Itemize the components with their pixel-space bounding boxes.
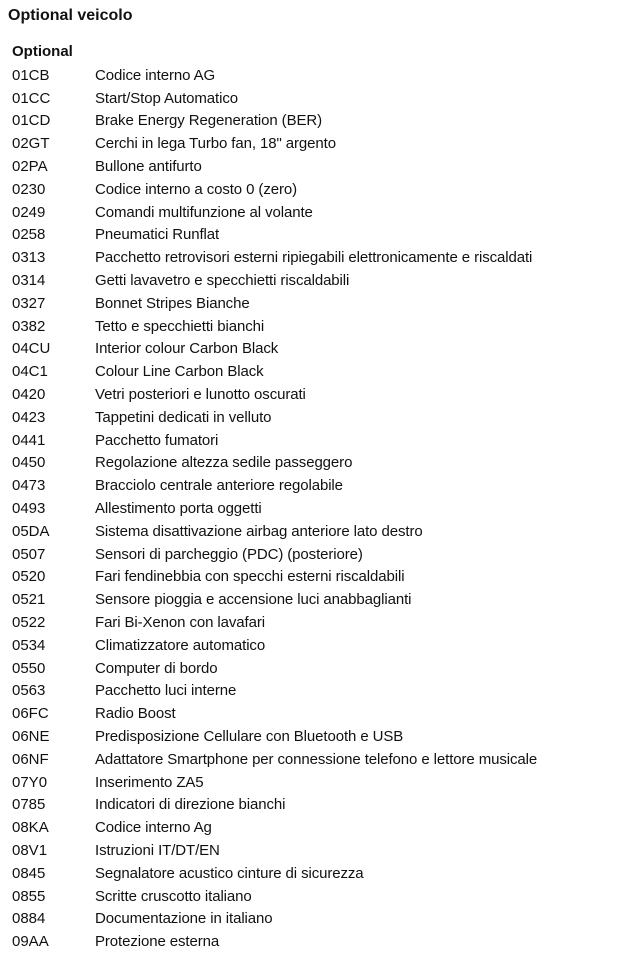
option-code: 06FC bbox=[12, 705, 49, 723]
option-code: 09AA bbox=[12, 933, 49, 951]
option-code: 0507 bbox=[12, 545, 46, 563]
option-description: Sistema disattivazione airbag anteriore lato destro bbox=[95, 522, 423, 540]
option-code: 01CD bbox=[12, 112, 51, 130]
option-row bbox=[12, 315, 638, 338]
option-description: Pacchetto retrovisori esterni ripiegabili elettronicamente e riscaldati bbox=[95, 249, 533, 267]
option-code: 0258 bbox=[12, 226, 46, 244]
option-row bbox=[12, 452, 638, 475]
option-description: Adattatore Smartphone per connessione telefono e lettore musicale bbox=[95, 750, 538, 768]
option-row bbox=[12, 132, 638, 155]
option-description: Brake Energy Regeneration (BER) bbox=[95, 112, 323, 130]
option-code: 0855 bbox=[12, 887, 46, 905]
page-title: Optional veicolo bbox=[8, 7, 133, 24]
option-description: Getti lavavetro e specchietti riscaldabili bbox=[95, 272, 350, 290]
option-row bbox=[12, 520, 638, 543]
option-row bbox=[12, 657, 638, 680]
option-description: Computer di bordo bbox=[95, 659, 218, 677]
option-row bbox=[12, 406, 638, 429]
option-description: Pneumatici Runflat bbox=[95, 226, 220, 244]
option-code: 07Y0 bbox=[12, 773, 48, 791]
option-row bbox=[12, 383, 638, 406]
option-description: Tetto e specchietti bianchi bbox=[95, 317, 265, 335]
option-description: Fari fendinebbia con specchi esterni riscaldabili bbox=[95, 568, 405, 586]
option-code: 0845 bbox=[12, 864, 46, 882]
option-code: 0550 bbox=[12, 659, 46, 677]
option-row bbox=[12, 634, 638, 657]
option-row bbox=[12, 292, 638, 315]
option-description: Radio Boost bbox=[95, 705, 176, 723]
option-row bbox=[12, 816, 638, 839]
option-row bbox=[12, 497, 638, 520]
option-description: Sensore pioggia e accensione luci anabbaglianti bbox=[95, 591, 412, 609]
option-row bbox=[12, 771, 638, 794]
option-description: Inserimento ZA5 bbox=[95, 773, 204, 791]
option-code: 01CC bbox=[12, 89, 51, 107]
option-code: 01CB bbox=[12, 66, 50, 84]
option-row bbox=[12, 907, 638, 930]
option-description: Segnalatore acustico cinture di sicurezza bbox=[95, 864, 364, 882]
option-description: Documentazione in italiano bbox=[95, 910, 273, 928]
option-row bbox=[12, 269, 638, 292]
option-row bbox=[12, 110, 638, 133]
option-row bbox=[12, 360, 638, 383]
option-description: Climatizzatore automatico bbox=[95, 636, 266, 654]
option-description: Vetri posteriori e lunotto oscurati bbox=[95, 386, 306, 404]
option-description: Codice interno Ag bbox=[95, 819, 212, 837]
option-description: Bracciolo centrale anteriore regolabile bbox=[95, 477, 343, 495]
option-row bbox=[12, 566, 638, 589]
option-code: 05DA bbox=[12, 522, 50, 540]
option-row bbox=[12, 680, 638, 703]
option-description: Codice interno AG bbox=[95, 66, 216, 84]
option-code: 08V1 bbox=[12, 841, 48, 859]
option-code: 0382 bbox=[12, 317, 46, 335]
option-description: Start/Stop Automatico bbox=[95, 89, 238, 107]
option-row bbox=[12, 543, 638, 566]
option-row bbox=[12, 588, 638, 611]
option-row bbox=[12, 702, 638, 725]
option-row bbox=[12, 87, 638, 110]
option-row bbox=[12, 885, 638, 908]
option-code: 0327 bbox=[12, 294, 46, 312]
option-description: Indicatori di direzione bianchi bbox=[95, 796, 286, 814]
option-row bbox=[12, 64, 638, 87]
option-row bbox=[12, 429, 638, 452]
option-row bbox=[12, 862, 638, 885]
option-code: 04CU bbox=[12, 340, 51, 358]
option-row bbox=[12, 794, 638, 817]
option-description: Cerchi in lega Turbo fan, 18" argento bbox=[95, 135, 336, 153]
option-row bbox=[12, 474, 638, 497]
option-row bbox=[12, 930, 638, 953]
option-code: 0520 bbox=[12, 568, 46, 586]
option-code: 04C1 bbox=[12, 363, 48, 381]
option-row bbox=[12, 224, 638, 247]
option-description: Sensori di parcheggio (PDC) (posteriore) bbox=[95, 545, 363, 563]
option-code: 0473 bbox=[12, 477, 46, 495]
option-row bbox=[12, 178, 638, 201]
option-code: 0313 bbox=[12, 249, 46, 267]
option-description: Pacchetto fumatori bbox=[95, 431, 219, 449]
option-code: 0493 bbox=[12, 500, 46, 518]
option-row bbox=[12, 611, 638, 634]
option-description: Scritte cruscotto italiano bbox=[95, 887, 252, 905]
option-row bbox=[12, 725, 638, 748]
option-description: Interior colour Carbon Black bbox=[95, 340, 279, 358]
option-description: Fari Bi-Xenon con lavafari bbox=[95, 614, 265, 632]
option-code: 0785 bbox=[12, 796, 46, 814]
option-row bbox=[12, 201, 638, 224]
option-code: 08KA bbox=[12, 819, 49, 837]
option-code: 0522 bbox=[12, 614, 46, 632]
option-code: 0521 bbox=[12, 591, 46, 609]
option-code: 06NF bbox=[12, 750, 49, 768]
option-code: 06NE bbox=[12, 728, 50, 745]
option-row bbox=[12, 338, 638, 361]
option-row bbox=[12, 748, 638, 771]
option-code: 0563 bbox=[12, 682, 46, 700]
option-code: 02GT bbox=[12, 135, 50, 153]
option-description: Pacchetto luci interne bbox=[95, 682, 237, 700]
option-row bbox=[12, 246, 638, 269]
option-code: 0420 bbox=[12, 386, 46, 404]
option-description: Tappetini dedicati in velluto bbox=[95, 408, 272, 426]
option-description: Protezione esterna bbox=[95, 933, 220, 951]
option-description: Codice interno a costo 0 (zero) bbox=[95, 180, 298, 198]
option-description: Colour Line Carbon Black bbox=[95, 363, 264, 381]
option-row bbox=[12, 155, 638, 178]
option-code: 0230 bbox=[12, 180, 46, 198]
option-code: 02PA bbox=[12, 158, 48, 176]
option-description: Bonnet Stripes Bianche bbox=[95, 294, 250, 312]
option-description: Istruzioni IT/DT/EN bbox=[95, 841, 220, 859]
option-description: Allestimento porta oggetti bbox=[95, 500, 262, 518]
option-description: Regolazione altezza sedile passeggero bbox=[95, 454, 353, 472]
option-row bbox=[12, 839, 638, 862]
option-description: Predisposizione Cellulare con Bluetooth e USB bbox=[95, 728, 404, 745]
option-code: 0441 bbox=[12, 431, 46, 449]
option-description: Comandi multifunzione al volante bbox=[95, 203, 313, 221]
option-code: 0450 bbox=[12, 454, 46, 472]
option-code: 0423 bbox=[12, 408, 46, 426]
options-list bbox=[12, 64, 638, 953]
option-code: 0314 bbox=[12, 272, 46, 290]
option-code: 0249 bbox=[12, 203, 46, 221]
option-code: 0534 bbox=[12, 636, 46, 654]
option-code: 0884 bbox=[12, 910, 46, 928]
option-description: Bullone antifurto bbox=[95, 158, 202, 176]
section-header: Optional bbox=[12, 43, 73, 60]
